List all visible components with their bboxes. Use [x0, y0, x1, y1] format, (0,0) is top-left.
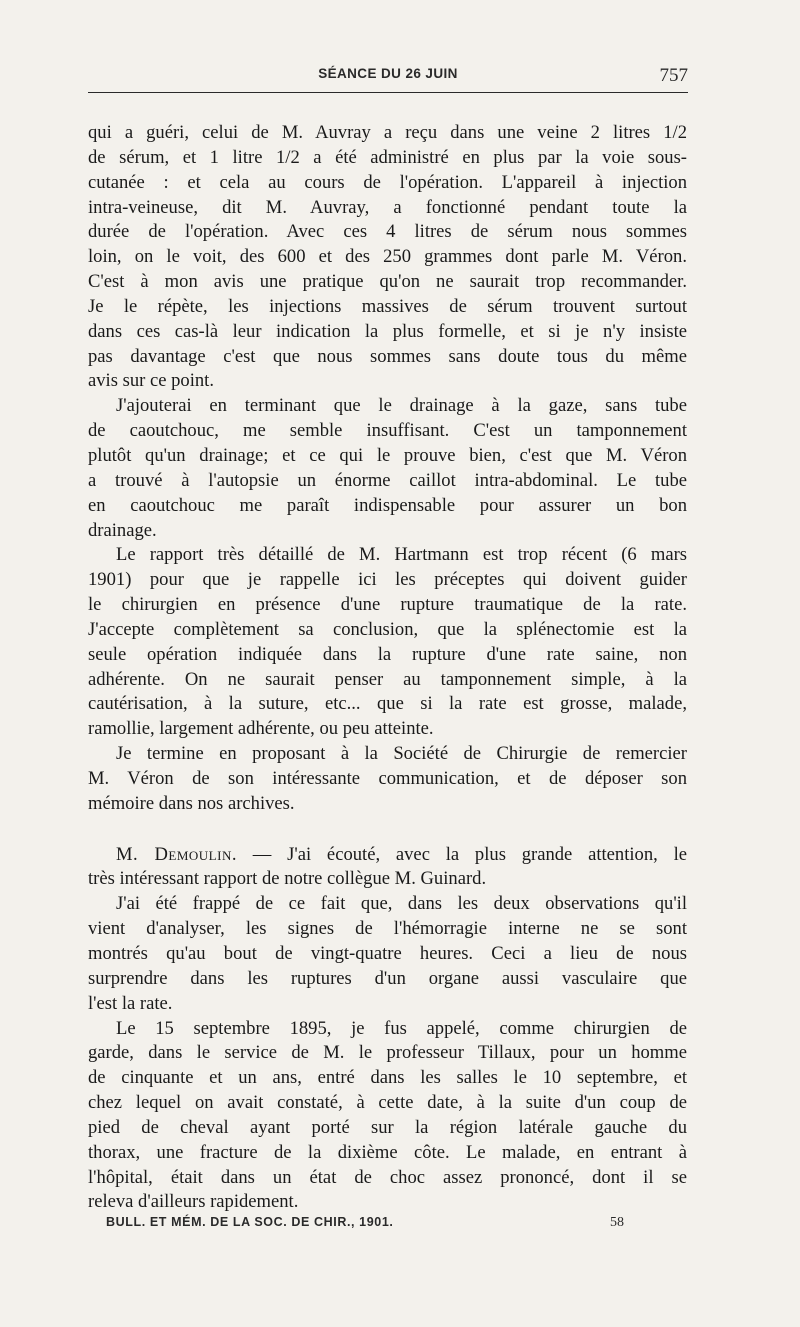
text-line: de caoutchouc, me semble insuffisant. C'est un tamponnement [88, 420, 687, 442]
text-line: en caoutchouc me paraît indispensable pour assurer un bon [88, 494, 687, 516]
text-line: M. Véron de son intéressante communication, et de déposer son [88, 767, 687, 789]
signature-mark: 58 [610, 1215, 624, 1230]
text-line: vient d'analyser, les signes de l'hémorragie interne ne se sont [88, 918, 687, 940]
text-line: chez lequel on avait constaté, à cette date, à la suite d'un coup de [88, 1092, 687, 1114]
text-line: Je termine en proposant à la Société de Chirurgie de remercier [116, 743, 687, 765]
text-line: adhérente. On ne saurait penser au tamponnement simple, à la [88, 668, 687, 690]
text-line: C'est à mon avis une pratique qu'on ne saurait trop recommander. [88, 271, 687, 293]
text-line: plutôt qu'un drainage; et ce qui le prouve bien, c'est que M. Véron [88, 444, 687, 466]
text-line: J'accepte complètement sa conclusion, que la splénectomie est la [88, 618, 687, 640]
text-line: dans ces cas-là leur indication la plus formelle, et si je n'y insiste [88, 320, 687, 342]
text-line [88, 843, 687, 868]
text-line: pied de cheval ayant porté sur la région latérale gauche du [88, 1116, 687, 1138]
text-line: thorax, une fracture de la dixième côte. Le malade, en entrant à [88, 1141, 687, 1163]
text-line: l'hôpital, était dans un état de choc assez prononcé, dont il se [88, 1166, 687, 1188]
text-line: durée de l'opération. Avec ces 4 litres de sérum nous sommes [88, 221, 687, 243]
text-line: cautérisation, à la suture, etc... que si la rate est grosse, malade, [88, 693, 687, 715]
text-line: seule opération indiquée dans la rupture d'une rate saine, non [88, 643, 687, 665]
paragraph [88, 892, 687, 1016]
body-text [88, 121, 687, 1215]
paragraph [88, 394, 687, 543]
text-line: l'est la rate. [88, 992, 173, 1014]
text-line: Le rapport très détaillé de M. Hartmann est trop récent (6 mars [116, 544, 687, 566]
text-line: de cinquante et un ans, entré dans les salles le 10 septembre, et [88, 1067, 687, 1089]
speaker-name: M. Demoulin. [116, 843, 237, 865]
text-line: le chirurgien en présence d'une rupture traumatique de la rate. [88, 594, 687, 616]
text-line: avis sur ce point. [88, 370, 214, 392]
page-header [88, 62, 688, 93]
text-line: ramollie, largement adhérente, ou peu atteinte. [88, 718, 434, 740]
text-line: J'ai été frappé de ce fait que, dans les deux observations qu'il [116, 893, 687, 915]
paragraph [88, 121, 687, 394]
running-head: SÉANCE DU 26 JUIN [318, 66, 458, 81]
page-number: 757 [659, 65, 688, 86]
paragraph [88, 1017, 687, 1216]
paragraph [88, 742, 687, 817]
bulletin-source: BULL. ET MÉM. DE LA SOC. DE CHIR., 1901. [106, 1215, 394, 1229]
text-line: a trouvé à l'autopsie un énorme caillot intra-abdominal. Le tube [88, 469, 687, 491]
section-gap [88, 817, 687, 843]
text-fragment: — J'ai écouté, avec la plus grande attention, le [236, 843, 687, 865]
text-line: montrés qu'au bout de vingt-quatre heures. Ceci a lieu de nous [88, 943, 687, 964]
text-line: cutanée : et cela au cours de l'opération. L'appareil à injection [88, 171, 687, 193]
text-line: releva d'ailleurs rapidement. [88, 1191, 299, 1213]
text-line: garde, dans le service de M. le professeur Tillaux, pour un homme [88, 1042, 687, 1064]
text-line: de sérum, et 1 litre 1/2 a été administré en plus par la voie sous- [88, 146, 687, 168]
text-line: J'ajouterai en terminant que le drainage à la gaze, sans tube [116, 395, 687, 417]
text-line: mémoire dans nos archives. [88, 792, 295, 814]
text-line: intra-veineuse, dit M. Auvray, a fonctionné pendant toute la [88, 196, 687, 218]
text-line: Le 15 septembre 1895, je fus appelé, comme chirurgien de [116, 1017, 687, 1039]
text-line: surprendre dans les ruptures d'un organe aussi vasculaire que [88, 967, 687, 989]
paragraph [88, 543, 687, 742]
text-line: qui a guéri, celui de M. Auvray a reçu dans une veine 2 litres 1/2 [88, 122, 687, 143]
text-line: Je le répète, les injections massives de sérum trouvent surtout [88, 295, 687, 317]
text-line: loin, on le voit, des 600 et des 250 grammes dont parle M. Véron. [88, 246, 687, 268]
text-line: 1901) pour que je rappelle ici les préceptes qui doivent guider [88, 569, 687, 591]
page-footer [106, 1215, 624, 1229]
speaker-paragraph [88, 843, 687, 893]
text-line: drainage. [88, 519, 157, 541]
text-line: très intéressant rapport de notre collègue M. Guinard. [88, 868, 487, 890]
text-line: pas davantage c'est que nous sommes sans doute tous du même [88, 345, 687, 367]
